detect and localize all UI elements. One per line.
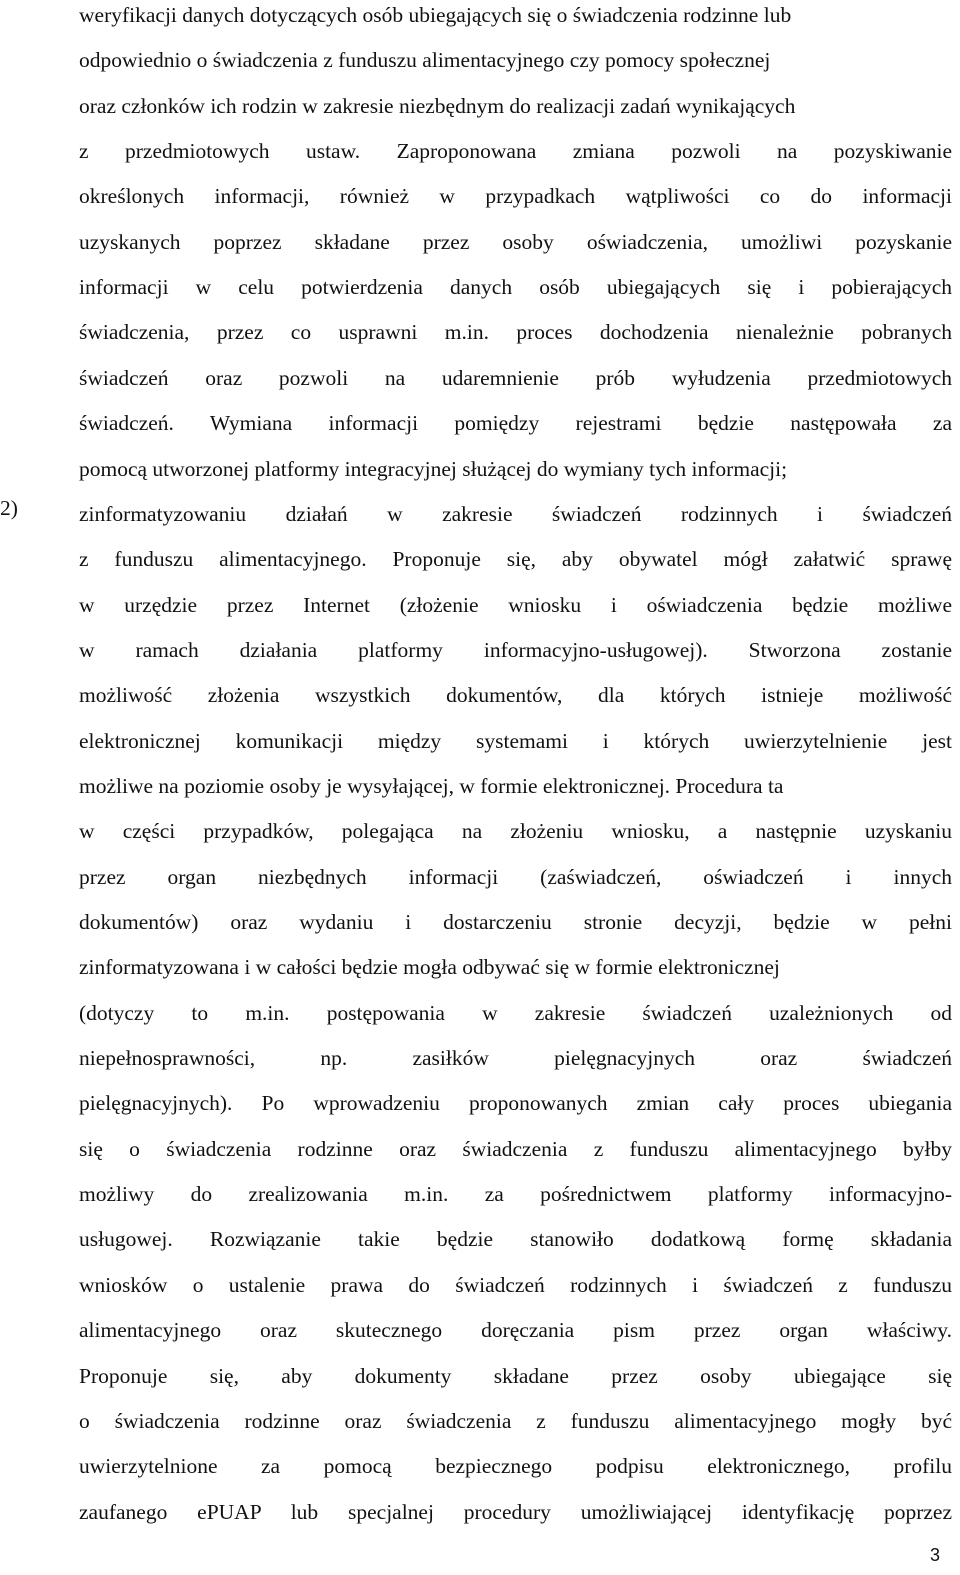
text-line: zinformatyzowaniu działań w zakresie świadczeń rodzinnych i świadczeń [79, 501, 952, 526]
text-line: wniosków o ustalenie prawa do świadczeń rodzinnych i świadczeń z funduszu [79, 1272, 952, 1297]
text-line: z funduszu alimentacyjnego. Proponuje się, aby obywatel mógł załatwić sprawę [79, 547, 952, 572]
text-line: pomocą utworzonej platformy integracyjnej służącej do wymiany tych informacji; [79, 456, 788, 481]
text-line: informacji w celu potwierdzenia danych osób ubiegających się i pobierających [79, 275, 952, 300]
text-line: świadczeń. Wymiana informacji pomiędzy rejestrami będzie następowała za [79, 411, 952, 436]
text-line: uwierzytelnione za pomocą bezpiecznego podpisu elektronicznego, profilu [79, 1454, 952, 1479]
text-line: zinformatyzowana i w całości będzie mogła odbywać się w formie elektronicznej [79, 955, 780, 980]
text-line: w ramach działania platformy informacyjno-usługowej). Stworzona zostanie [79, 637, 952, 662]
text-line: możliwość złożenia wszystkich dokumentów, dla których istnieje możliwość [79, 683, 952, 708]
page-number: 3 [930, 1545, 941, 1565]
text-line: o świadczenia rodzinne oraz świadczenia z funduszu alimentacyjnego mogły być [79, 1408, 952, 1433]
text-line: niepełnosprawności, np. zasiłków pielęgnacyjnych oraz świadczeń [79, 1046, 952, 1071]
text-line: dokumentów) oraz wydaniu i dostarczeniu stronie decyzji, będzie w pełni [79, 910, 952, 934]
text-line: możliwy do zrealizowania m.in. za pośrednictwem platformy informacyjno- [79, 1182, 952, 1207]
text-line: alimentacyjnego oraz skutecznego doręczania pism przez organ właściwy. [79, 1318, 952, 1343]
text-line: uzyskanych poprzez składane przez osoby oświadczenia, umożliwi pozyskanie [79, 229, 952, 254]
text-line: weryfikacji danych dotyczących osób ubiegających się o świadczenia rodzinne lub [79, 3, 792, 27]
text-line: świadczenia, przez co usprawni m.in. proces dochodzenia nienależnie pobranych [79, 320, 952, 345]
text-line: usługowej. Rozwiązanie takie będzie stanowiło dodatkową formę składania [79, 1227, 952, 1252]
list-marker: 2) [0, 496, 18, 520]
text-line: odpowiednio o świadczenia z funduszu alimentacyjnego czy pomocy społecznej [79, 48, 771, 73]
text-line: elektronicznej komunikacji między systemami i których uwierzytelnienie jest [79, 728, 952, 753]
text-line: oraz członków ich rodzin w zakresie niezbędnym do realizacji zadań wynikających [79, 93, 796, 118]
text-line: zaufanego ePUAP lub specjalnej procedury umożliwiającej identyfikację poprzez [79, 1499, 952, 1524]
text-line: świadczeń oraz pozwoli na udaremnienie prób wyłudzenia przedmiotowych [79, 365, 952, 390]
text-line: się o świadczenia rodzinne oraz świadczenia z funduszu alimentacyjnego byłby [79, 1136, 952, 1161]
text-line: przez organ niezbędnych informacji (zaświadczeń, oświadczeń i innych [79, 864, 952, 889]
text-line: w części przypadków, polegająca na złożeniu wniosku, a następnie uzyskaniu [79, 819, 952, 844]
text-line: z przedmiotowych ustaw. Zaproponowana zmiana pozwoli na pozyskiwanie [79, 139, 952, 164]
text-line: możliwe na poziomie osoby je wysyłającej, w formie elektronicznej. Procedura ta [79, 773, 784, 798]
text-line: w urzędzie przez Internet (złożenie wniosku i oświadczenia będzie możliwe [79, 592, 952, 617]
text-line: Proponuje się, aby dokumenty składane przez osoby ubiegające się [79, 1363, 952, 1388]
text-line: pielęgnacyjnych). Po wprowadzeniu proponowanych zmian cały proces ubiegania [79, 1091, 952, 1116]
text-line: określonych informacji, również w przypadkach wątpliwości co do informacji [79, 184, 952, 209]
text-line: (dotyczy to m.in. postępowania w zakresie świadczeń uzależnionych od [79, 1000, 952, 1025]
